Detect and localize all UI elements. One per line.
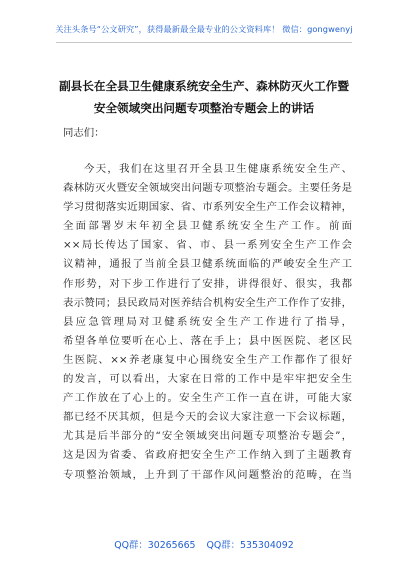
- body-line: 森林防灭火暨安全领域突出问题专项整治专题会。主要任务是: [63, 182, 352, 195]
- body-line: 全面部署岁末年初全县卫健系统安全生产工作。前面: [63, 220, 352, 233]
- footer-qq-group-2: QQ群：535304092: [206, 540, 294, 551]
- body-line: 希望各单位要听在心上、落在手上；县中医医院、老区民: [63, 334, 352, 347]
- body-line: 尤其是后半部分的“安全领域突出问题专项整治专题会”，: [63, 430, 352, 443]
- footer-qq-group-1: QQ群：30265665: [114, 540, 196, 551]
- body-line: 县应急管理局对卫健系统安全生产工作进行了指导，: [63, 315, 352, 328]
- body-line: 学习贯彻落实近期国家、省、市系列安全生产工作会议精神，: [63, 201, 352, 214]
- body-line: 这是因为省委、省政府把安全生产工作纳入到了主题教育: [63, 449, 352, 462]
- body-line: 议精神，通报了当前全县卫健系统面临的严峻安全生产工: [63, 258, 352, 271]
- top-banner: 关注头条号“公文研究”，获得最新最全最专业的公文资料库！ 微信：gongwenyj: [55, 24, 353, 34]
- body-line: ××局长传达了国家、省、市、县一系列安全生产工作会: [63, 239, 352, 252]
- body-line: 生医院、××养老康复中心围绕安全生产工作都作了很好: [63, 353, 352, 366]
- document-title-line-2: 安全领域突出问题专项整治专题会上的讲话: [93, 101, 315, 115]
- body-line: 作形势，对下步工作进行了安排，讲得很好、很实，我都: [63, 277, 352, 290]
- body-line: 的发言，可以看出，大家在日常的工作中是牢牢把安全生: [63, 373, 352, 386]
- body-line: 表示赞同；县民政局对医养结合机构安全生产工作作了安排，: [63, 296, 352, 309]
- body-line: 产工作放在了心上的。安全生产工作一直在讲，可能大家: [63, 392, 352, 405]
- salutation: 同志们：: [63, 127, 105, 139]
- document-body: [63, 160, 352, 485]
- body-line: 都已经不厌其烦，但是今天的会议大家注意一下会议标题，: [63, 411, 352, 424]
- footer: [0, 537, 408, 551]
- body-line: 专项整治领域，上升到了干部作风问题整治的范畴，在当: [63, 468, 352, 481]
- document-title-line-1: 副县长在全县卫生健康系统安全生产、森林防灭火工作暨: [59, 79, 349, 93]
- body-line: 今天，我们在这里召开全县卫生健康系统安全生产、: [84, 163, 352, 175]
- header-divider: [56, 42, 352, 43]
